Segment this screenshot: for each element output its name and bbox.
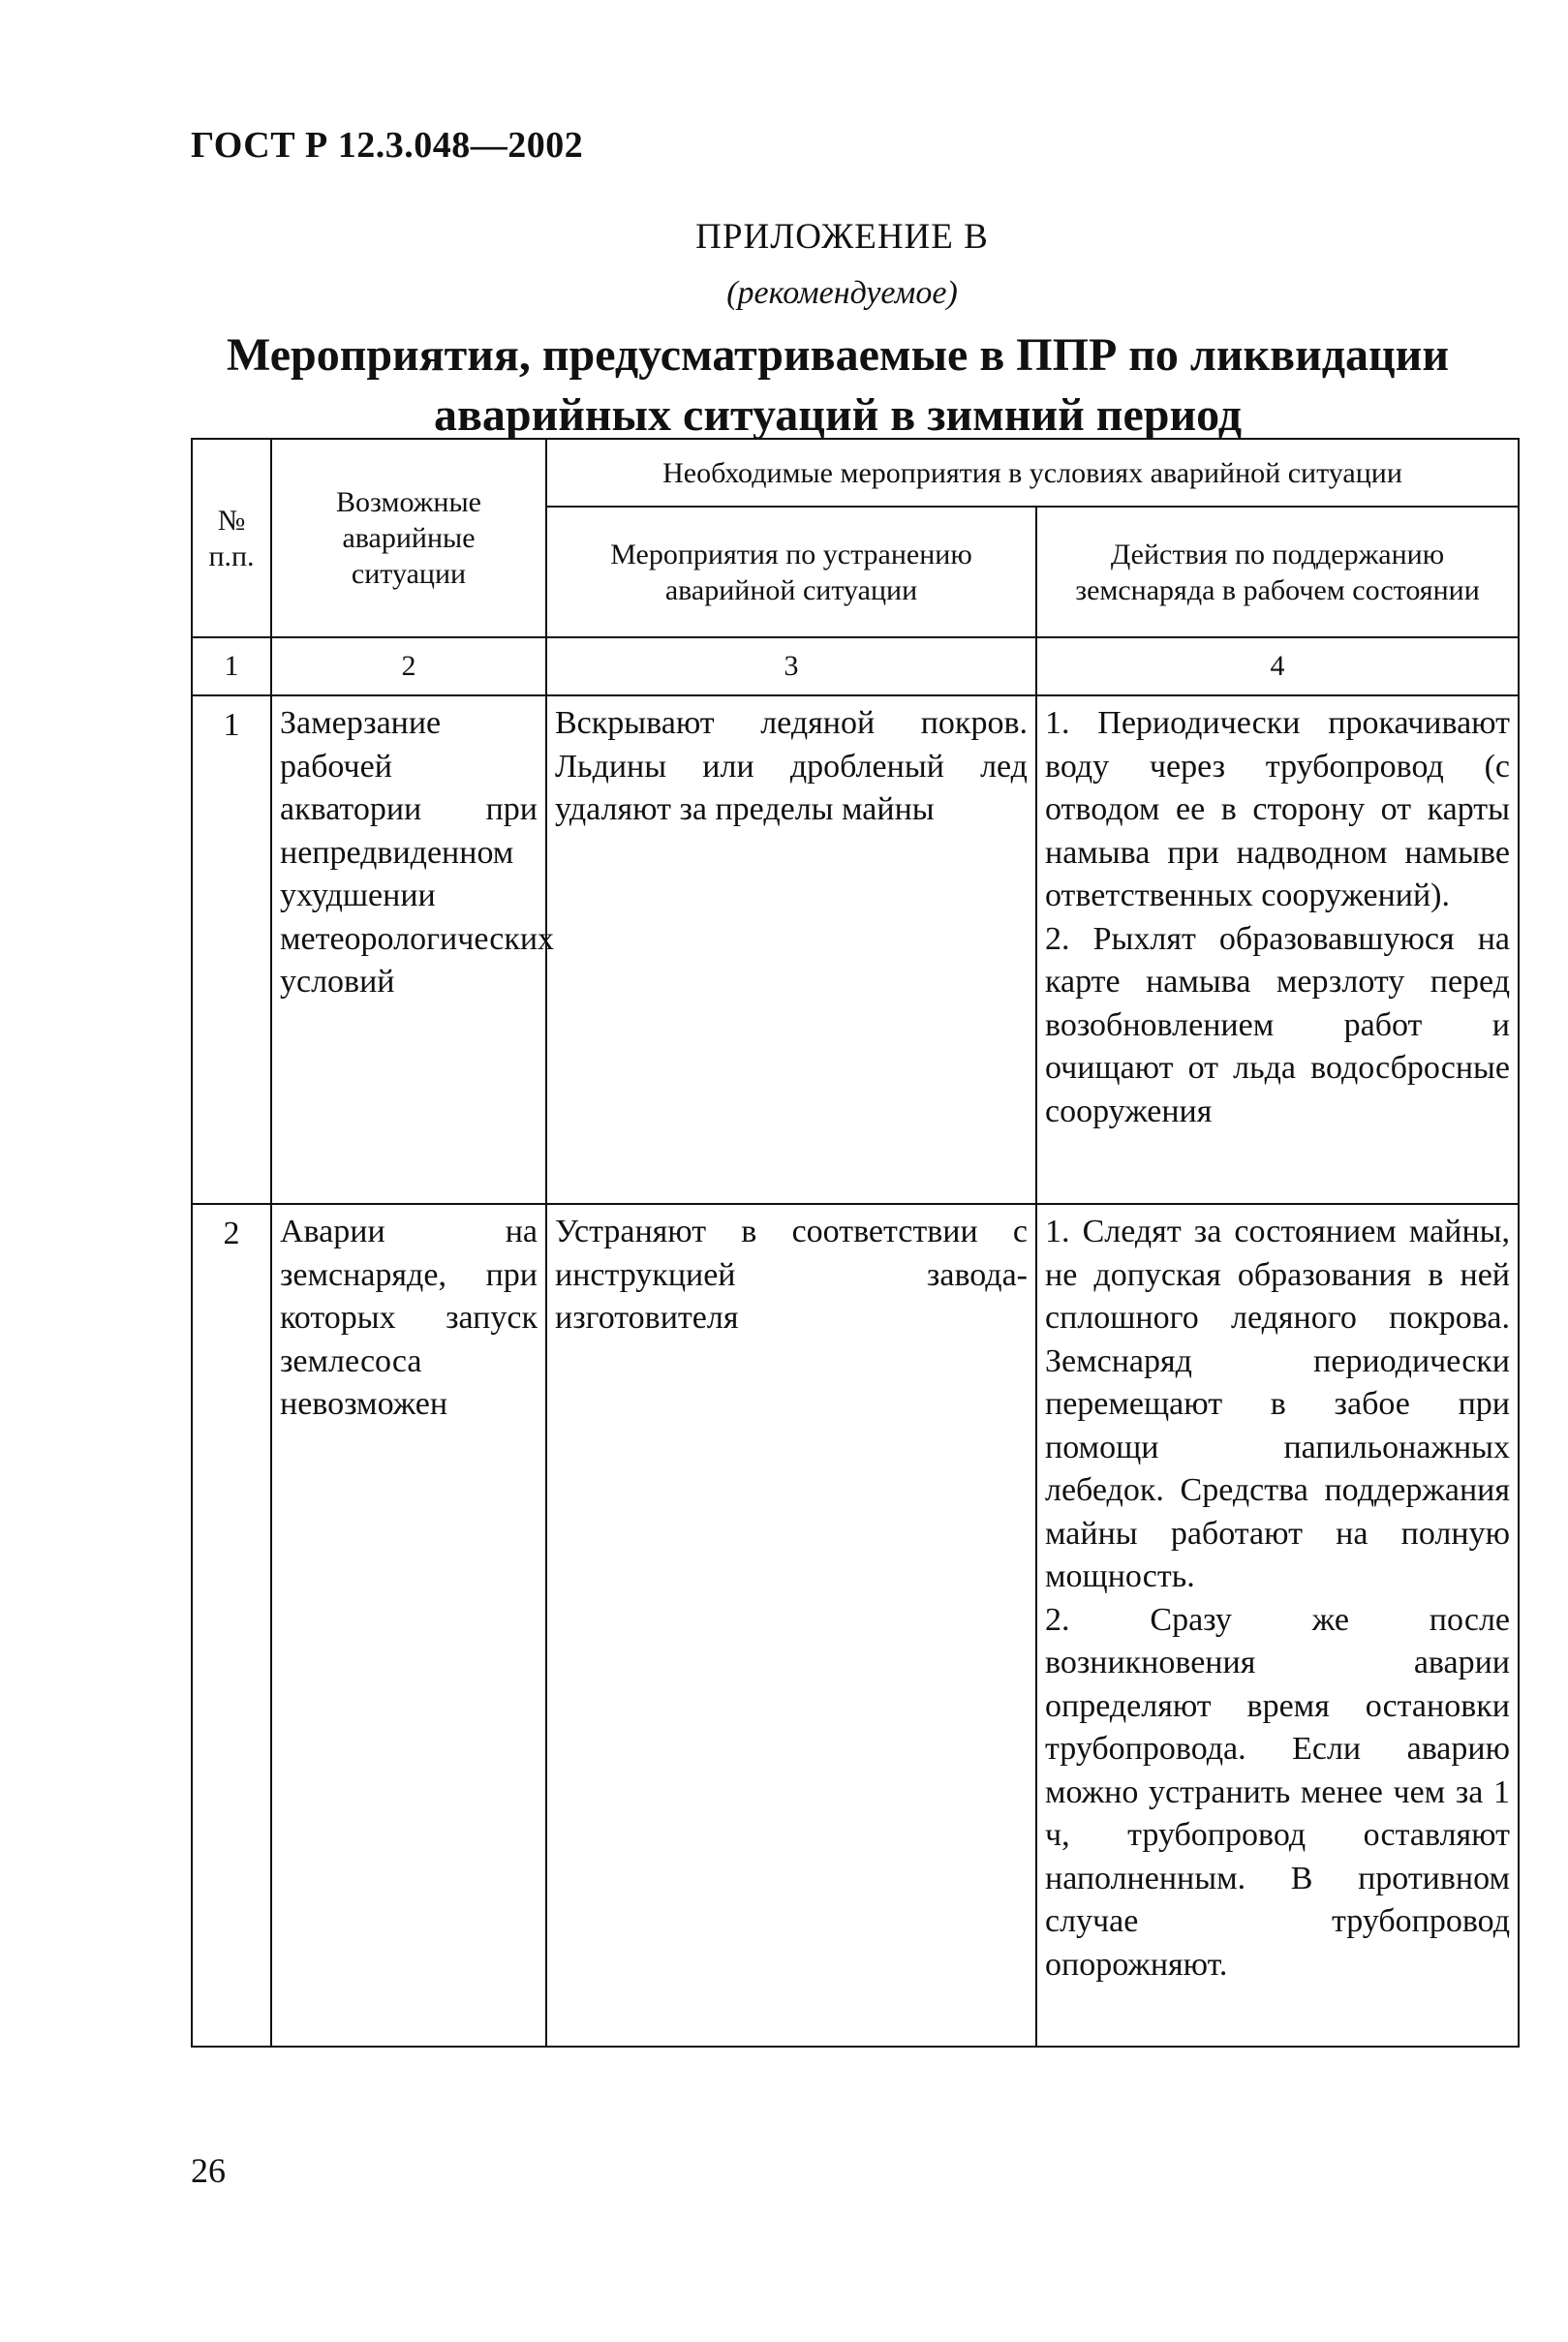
header-number: № п.п. — [192, 439, 271, 637]
row-elimination: Вскрывают ледяной покров. Льдины или дробленый лед удаляют за пределы майны — [546, 695, 1036, 1204]
header-group-measures: Необходимые мероприятия в условиях аварийной ситуации — [546, 439, 1519, 507]
column-number-2: 2 — [271, 637, 546, 695]
title-line-2: аварийных ситуаций в зимний период — [433, 389, 1243, 441]
header-maintenance: Действия по поддержанию земснаряда в рабочем состоянии — [1036, 507, 1519, 637]
measures-table — [191, 438, 1520, 2048]
action-item: 1. Периодически прокачивают воду через трубопровод (с отводом ее в сторону от карты намыва при надводном намыве ответственных сооружений). — [1045, 705, 1510, 913]
table-row — [192, 1204, 1519, 2047]
column-number-3: 3 — [546, 637, 1036, 695]
row-number: 1 — [192, 695, 271, 1204]
action-item: 2. Сразу же после возникновения аварии определяют время остановки трубопровода. Если аварию можно устранить менее чем за 1 ч, трубопровод оставляют наполненным. В противном случае трубопровод опорожняют. — [1045, 1601, 1510, 1983]
column-number-4: 4 — [1036, 637, 1519, 695]
row-number: 2 — [192, 1204, 271, 2047]
document-code: ГОСТ Р 12.3.048—2002 — [191, 125, 584, 166]
appendix-label: ПРИЛОЖЕНИЕ В — [695, 217, 989, 257]
row-elimination: Устраняют в соответствии с инструкцией завода-изготовителя — [546, 1204, 1036, 2047]
table-row — [192, 695, 1519, 1204]
page-number: 26 — [191, 2151, 226, 2190]
page-title — [145, 325, 1530, 446]
row-actions — [1036, 1204, 1519, 2047]
title-line-1: Мероприятия, предусматриваемые в ППР по ликвидации — [227, 329, 1449, 381]
header-elimination: Мероприятия по устранению аварийной ситуации — [546, 507, 1036, 637]
row-situation: Замерзание рабочей акватории при непредвиденном ухудшении метеорологических условий — [271, 695, 546, 1204]
row-actions — [1036, 695, 1519, 1204]
row-situation: Аварии на земснаряде, при которых запуск землесоса невозможен — [271, 1204, 546, 2047]
action-item: 1. Следят за состоянием майны, не допуская образования в ней сплошного ледяного покрова. Земснаряд периодически перемещают в забое при помощи папильонажных лебедок. Средства поддержания майны работают на полную мощность. — [1045, 1214, 1510, 1594]
header-situations: Возможные аварийные ситуации — [271, 439, 546, 637]
action-item: 2. Рыхлят образовавшуюся на карте намыва мерзлоту перед возобновлением работ и очищают от льда водосбросные сооружения — [1045, 920, 1510, 1129]
appendix-note: (рекомендуемое) — [726, 275, 958, 311]
column-number-1: 1 — [192, 637, 271, 695]
